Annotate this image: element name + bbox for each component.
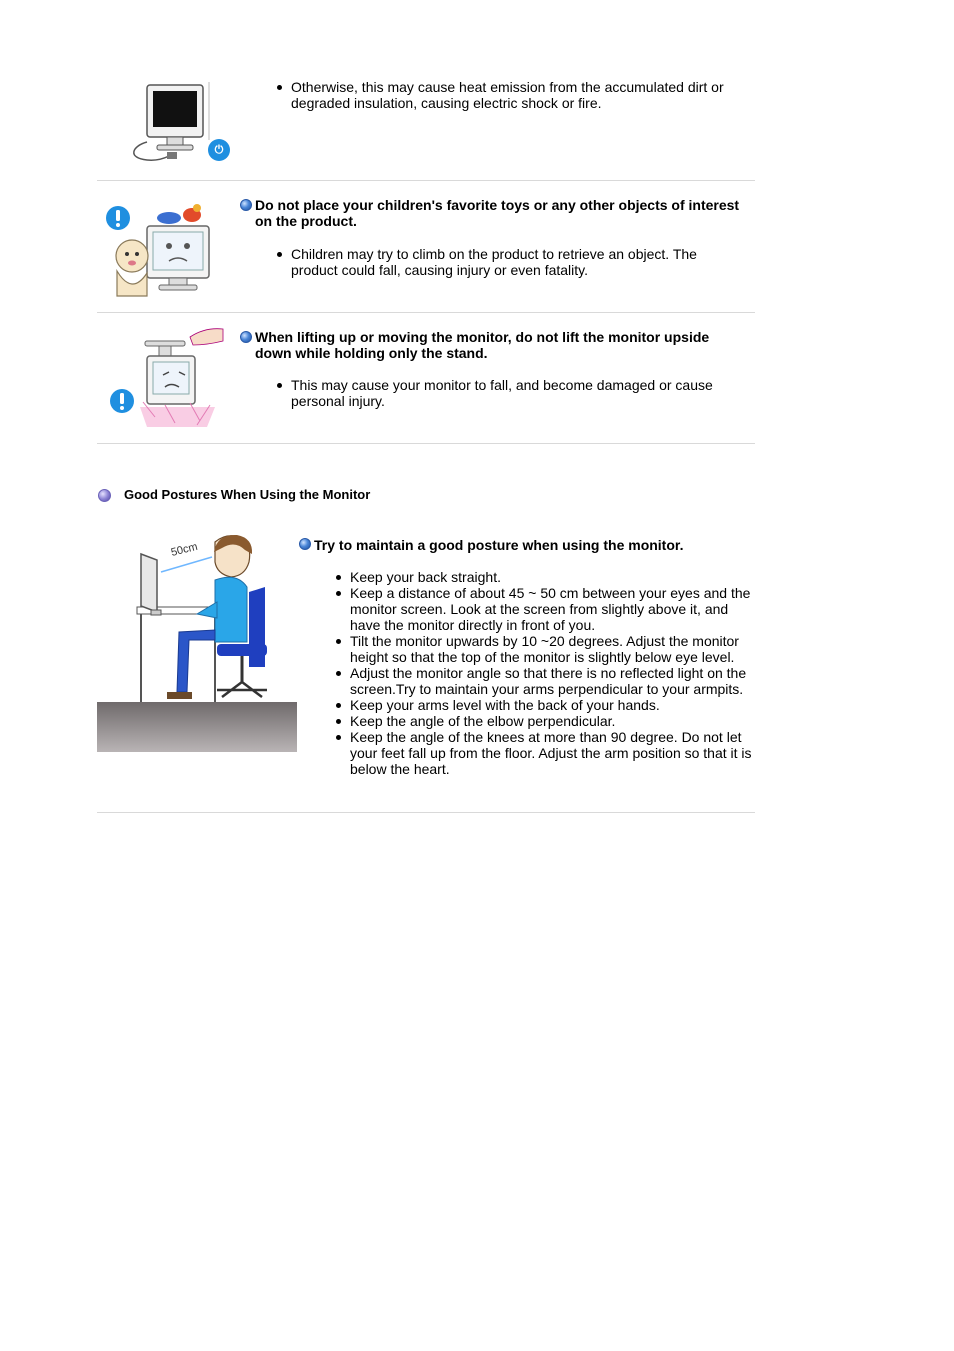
warning-icon bbox=[109, 388, 135, 414]
list-item: Keep your arms level with the back of your hands. bbox=[336, 697, 756, 713]
section-heading: When lifting up or moving the monitor, do not lift the monitor upside down while holding only the stand. bbox=[255, 329, 710, 361]
list-item: Otherwise, this may cause heat emission from the accumulated dirt or degraded insulation, causing electric shock or fire. bbox=[277, 79, 747, 111]
distance-label: 50cm bbox=[169, 540, 199, 559]
bullet-list bbox=[277, 246, 747, 278]
lifting-monitor-illustration bbox=[135, 327, 230, 429]
bullet-list bbox=[277, 377, 747, 409]
bullet-dot-icon bbox=[240, 331, 252, 343]
section-unplug bbox=[97, 75, 755, 180]
divider bbox=[97, 812, 755, 813]
bullet-dot-icon bbox=[240, 199, 252, 211]
child-toys-illustration bbox=[107, 201, 232, 301]
divider bbox=[97, 443, 755, 444]
posture-illustration bbox=[97, 532, 297, 752]
unplug-icon: ⏻ bbox=[208, 139, 230, 161]
list-item: Keep a distance of about 45 ~ 50 cm between your eyes and the monitor screen. Look at the screen from slightly above it, and have the monitor directly in front of you. bbox=[336, 585, 756, 633]
list-item: Keep your back straight. bbox=[336, 569, 756, 585]
section-toys bbox=[97, 181, 755, 312]
bullet-dot-icon bbox=[299, 538, 311, 550]
section-heading: Try to maintain a good posture when using the monitor. bbox=[314, 537, 684, 553]
list-item: Keep the angle of the knees at more than 90 degree. Do not let your feet fall up from the floor. Adjust the arm position so that it is below the heart. bbox=[336, 729, 756, 777]
list-item: Tilt the monitor upwards by 10 ~20 degrees. Adjust the monitor height so that the top of the monitor is slightly below eye level. bbox=[336, 633, 756, 665]
section-heading: Do not place your children's favorite toys or any other objects of interest on the product. bbox=[255, 197, 740, 229]
page-section-title: Good Postures When Using the Monitor bbox=[124, 487, 371, 502]
list-item: Adjust the monitor angle so that there is no reflected light on the screen.Try to maintain your arms perpendicular to your armpits. bbox=[336, 665, 756, 697]
list-item: This may cause your monitor to fall, and become damaged or cause personal injury. bbox=[277, 377, 747, 409]
list-item: Keep the angle of the elbow perpendicular. bbox=[336, 713, 756, 729]
section-title-icon bbox=[98, 489, 111, 502]
bullet-list bbox=[336, 569, 756, 777]
section-lifting bbox=[97, 313, 755, 443]
list-item: Children may try to climb on the product to retrieve an object. The product could fall, causing injury or even fatality. bbox=[277, 246, 747, 278]
section-posture bbox=[97, 520, 755, 812]
bullet-list bbox=[277, 79, 747, 111]
